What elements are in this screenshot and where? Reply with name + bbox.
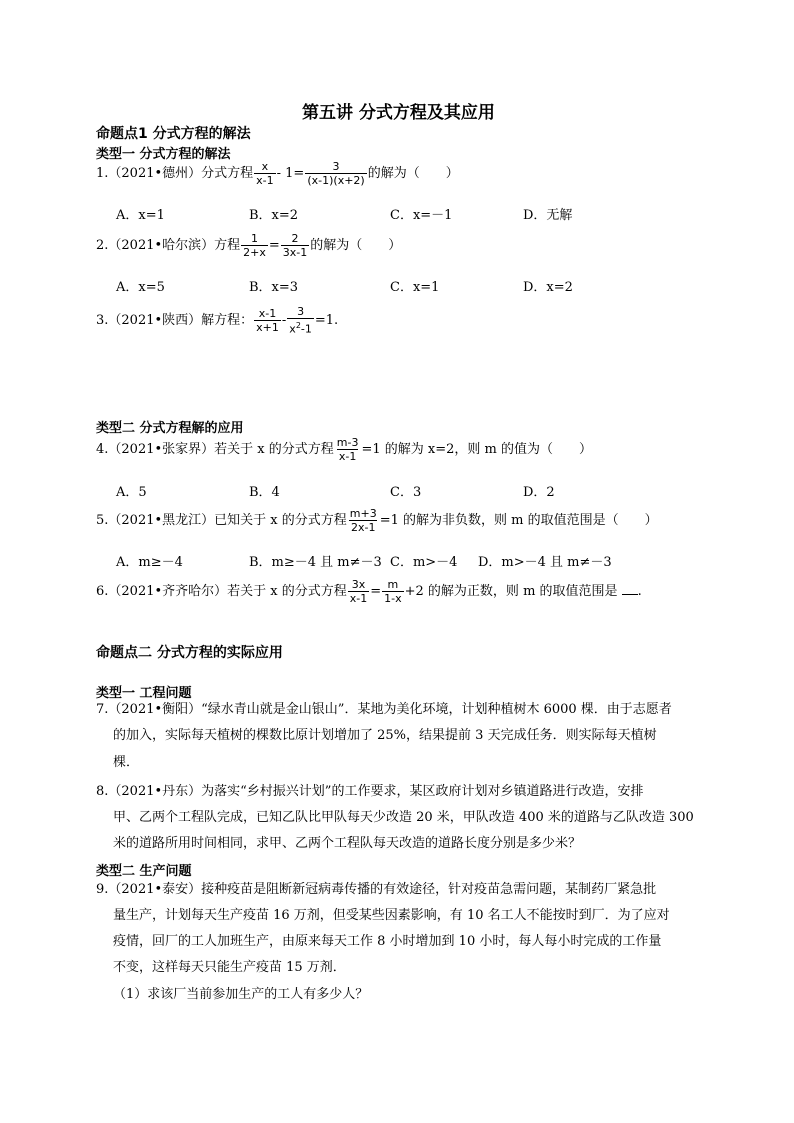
question-9-line-1: 9.（2021•泰安）接种疫苗是阻断新冠病毒传播的有效途径，针对疫苗急需问题，某制药厂紧急批 bbox=[96, 882, 657, 897]
q1-option-c: C．x=－1 bbox=[390, 208, 453, 223]
question-1: 1.（2021•德州）分式方程 $\frac{x}{x-1}$ - 1= $\frac{3}{(x-1)(x+2)}$ 的解为（ ） bbox=[96, 160, 459, 187]
type-heading-4: 类型二 生产问题 bbox=[96, 864, 192, 879]
q5-option-a: A．m≥－4 bbox=[116, 555, 183, 570]
q4-option-c: C．3 bbox=[390, 485, 422, 500]
type-heading-1: 类型一 分式方程的解法 bbox=[96, 147, 231, 162]
question-6: 6.（2021•齐齐哈尔）若关于 x 的分式方程 $\frac{3x}{x-1}$ = $\frac{m}{1-x}$ +2 的解为正数，则 m 的取值范围是 . bbox=[96, 578, 642, 605]
q1-option-b: B．x=2 bbox=[249, 208, 299, 223]
question-3: 3.（2021•陕西）解方程： $\frac{x-1}{x+1}$ - $\frac{3}{x^2-1}$ =1. bbox=[96, 305, 339, 336]
answer-blank[interactable] bbox=[622, 582, 638, 595]
question-9-subquestion-1: （1）求该厂当前参加生产的工人有多少人？ bbox=[113, 987, 369, 1002]
question-2: 2.（2021•哈尔滨）方程 $\frac{1}{2+x}$ = $\frac{2}{3x-1}$ 的解为（ ） bbox=[96, 232, 402, 259]
q1-option-d: D．无解 bbox=[523, 208, 573, 223]
q4-option-a: A．5 bbox=[116, 485, 147, 500]
fraction: $\frac{x}{x-1}$ bbox=[256, 160, 274, 187]
question-8-line-1: 8.（2021•丹东）为落实“乡村振兴计划”的工作要求，某区政府计划对乡镇道路进行改造，安排 bbox=[96, 784, 644, 799]
type-heading-2: 类型二 分式方程解的应用 bbox=[96, 421, 244, 436]
q2-option-a: A．x=5 bbox=[116, 280, 165, 295]
q5-option-b: B．m≥－4 且 m≠－3 bbox=[249, 555, 382, 570]
question-9-line-2: 量生产，计划每天生产疫苗 16 万剂，但受某些因素影响，有 10 名工人不能按时到厂．为了应对 bbox=[113, 908, 670, 923]
question-7-line-2: 的加入，实际每天植树的棵数比原计划增加了 25%，结果提前 3 天完成任务．则实际每天植树 bbox=[113, 728, 657, 743]
fraction: $\frac{3}{(x-1)(x+2)}$ bbox=[307, 160, 365, 187]
fraction: $\frac{3}{x^2-1}$ bbox=[289, 305, 312, 336]
q4-option-d: D．2 bbox=[523, 485, 555, 500]
section-heading-1: 命题点1 分式方程的解法 bbox=[96, 126, 251, 142]
fraction: $\frac{m+3}{2x-1}$ bbox=[349, 507, 377, 534]
q2-option-c: C．x=1 bbox=[390, 280, 440, 295]
question-5: 5.（2021•黑龙江）已知关于 x 的分式方程 $\frac{m+3}{2x-1}$ =1 的解为非负数，则 m 的取值范围是（ ） bbox=[96, 507, 658, 534]
section-heading-2: 命题点二 分式方程的实际应用 bbox=[96, 645, 283, 661]
question-9-line-3: 疫情，回厂的工人加班生产，由原来每天工作 8 小时增加到 10 小时，每人每小时完成的工作量 bbox=[113, 934, 662, 949]
q2-option-b: B．x=3 bbox=[249, 280, 299, 295]
fraction: $\frac{m-3}{x-1}$ bbox=[336, 436, 359, 463]
question-7-line-1: 7.（2021•衡阳）“绿水青山就是金山银山”．某地为美化环境，计划种植树木 6000 棵．由于志愿者 bbox=[96, 702, 672, 717]
q1-option-a: A．x=1 bbox=[116, 208, 165, 223]
page-title: 第五讲 分式方程及其应用 bbox=[302, 103, 495, 123]
q2-option-d: D．x=2 bbox=[523, 280, 573, 295]
question-9-line-4: 不变，这样每天只能生产疫苗 15 万剂． bbox=[113, 960, 346, 975]
fraction: $\frac{x-1}{x+1}$ bbox=[256, 306, 279, 334]
q4-option-b: B．4 bbox=[249, 485, 280, 500]
fraction: $\frac{1}{2+x}$ bbox=[243, 232, 266, 259]
type-heading-3: 类型一 工程问题 bbox=[96, 686, 192, 701]
q5-option-c: C．m>－4 bbox=[390, 555, 458, 570]
question-7-line-3: 棵． bbox=[113, 755, 140, 770]
question-8-line-3: 米的道路所用时间相同，求甲、乙两个工程队每天改造的道路长度分别是多少米？ bbox=[113, 836, 582, 851]
fraction: $\frac{m}{1-x}$ bbox=[384, 578, 402, 605]
question-8-line-2: 甲、乙两个工程队完成，已知乙队比甲队每天少改造 20 米，甲队改造 400 米的道路与乙队改造 300 bbox=[113, 810, 694, 825]
fraction: $\frac{2}{3x-1}$ bbox=[282, 232, 308, 259]
q5-option-d: D．m>－4 且 m≠－3 bbox=[478, 555, 612, 570]
fraction: $\frac{3x}{x-1}$ bbox=[349, 578, 368, 605]
question-4: 4.（2021•张家界）若关于 x 的分式方程 $\frac{m-3}{x-1}$ =1 的解为 x=2，则 m 的值为（ ） bbox=[96, 436, 592, 463]
